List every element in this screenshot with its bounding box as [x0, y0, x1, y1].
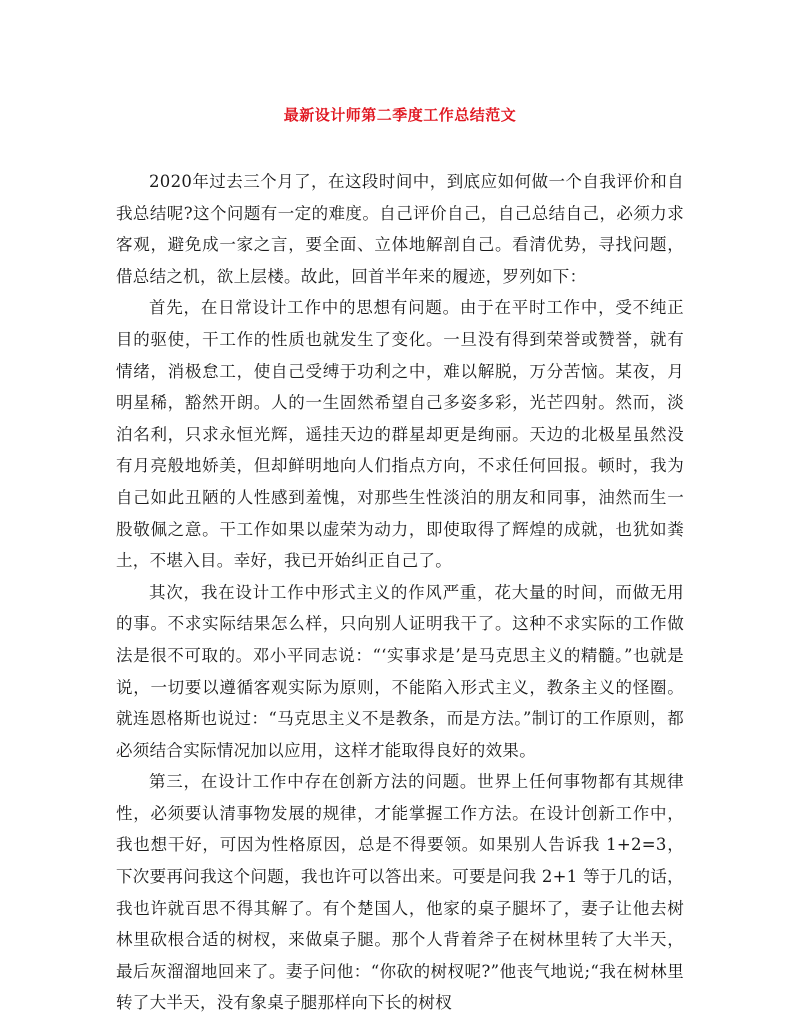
paragraph-first: 首先，在日常设计工作中的思想有问题。由于在平时工作中，受不纯正目的驱使，干工作的性质也就发生了变化。一旦没有得到荣誉或赞誉，就有情绪，消极怠工，使自己受缚于功利之中，难以解脱，万分苦恼。某夜，月明星稀，豁然开朗。人的一生固然希望自己多姿多彩，光芒四射。然而，淡泊名利，只求永恒光辉，遥挂天边的群星却更是绚丽。天边的北极星虽然没有月亮般地娇美，但却鲜明地向人们指点方向，不求任何回报。顿时，我为自己如此丑陋的人性感到羞愧，对那些生性淡泊的朋友和同事，油然而生一股敬佩之意。干工作如果以虚荣为动力，即使取得了辉煌的成就，也犹如粪土，不堪入目。幸好，我已开始纠正自己了。 [116, 298, 684, 571]
document-title: 最新设计师第二季度工作总结范文 [283, 106, 517, 124]
paragraph-second: 其次，我在设计工作中形式主义的作风严重，花大量的时间，而做无用的事。不求实际结果怎么样，只向别人证明我干了。这种不求实际的工作做法是很不可取的。邓小平同志说：“‘实事求是’是马克思主义的精髓。”也就是说，一切要以遵循客观实际为原则，不能陷入形式主义，教条主义的怪圈。就连恩格斯也说过：“马克思主义不是教条，而是方法。”制订的工作原则，都必须结合实际情况加以应用，这样才能取得良好的效果。 [116, 582, 684, 760]
document-page [116, 104, 684, 1019]
paragraph-intro: 2020年过去三个月了，在这段时间中，到底应如何做一个自我评价和自我总结呢?这个问题有一定的难度。自己评价自己，自己总结自己，必须力求客观，避免成一家之言，要全面、立体地解剖自己。看清优势，寻找问题，借总结之机，欲上层楼。故此，回首半年来的履迹，罗列如下： [116, 172, 684, 286]
paragraph-third: 第三，在设计工作中存在创新方法的问题。世界上任何事物都有其规律性，必须要认清事物发展的规律，才能掌握工作方法。在设计创新工作中，我也想干好，可因为性格原因，总是不得要领。如果别人告诉我 1+2=3，下次要再问我这个问题，我也许可以答出来。可要是问我 2+1 等于几的话，我也许就百思不得其解了。有个楚国人，他家的桌子腿坏了，妻子让他去树林里砍根合适的树杈，来做桌子腿。那个人背着斧子在树林里转了大半天，最后灰溜溜地回来了。妻子问他：“你砍的树杈呢?”他丧气地说;“我在树林里转了大半天，没有象桌子腿那样向下长的树杈 [116, 772, 684, 1013]
